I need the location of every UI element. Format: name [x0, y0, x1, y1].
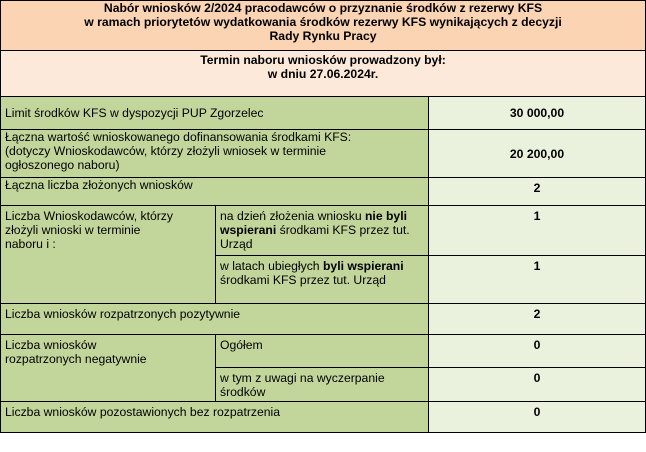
negative-no-funds-value: 0 — [429, 368, 646, 402]
negative-label-line-1: Liczba wniosków — [5, 338, 97, 352]
recruitment-term — [1, 51, 646, 97]
applicants-label-line-1: Liczba Wnioskodawców, którzy — [5, 209, 173, 223]
table-row — [1, 130, 646, 178]
unprocessed-value: 0 — [429, 402, 646, 433]
negative-label — [1, 335, 216, 402]
positive-value: 2 — [429, 304, 646, 335]
total-count-label: Łączna liczba złożonych wniosków — [1, 178, 429, 206]
total-value-label-line-2: (dotyczy Wnioskodawców, którzy złożyli wniosek w terminie — [5, 144, 327, 158]
not-supported-emphasis: nie byli wspierani — [220, 209, 407, 237]
supported-emphasis: byli wspierani — [322, 259, 404, 273]
applicants-label-line-3: naboru i : — [5, 237, 56, 251]
limit-value: 30 000,00 — [429, 97, 646, 130]
negative-total-label: Ogółem — [216, 335, 429, 368]
title-line-1: Nabór wniosków 2/2024 pracodawców o przyznanie środków z rezerwy KFS — [103, 1, 543, 15]
negative-label-line-2: rozpatrzonych negatywnie — [5, 352, 147, 366]
title-line-3: Rady Rynku Pracy — [269, 29, 377, 43]
total-count-value: 2 — [429, 178, 646, 206]
applicants-supported-label: w latach ubiegłych byli wspierani środkami KFS przez tut. Urząd — [216, 256, 429, 304]
applicants-label — [1, 206, 216, 304]
table-row — [1, 402, 646, 433]
table-row — [1, 335, 646, 368]
table-row — [1, 97, 646, 130]
applicants-label-line-2: złożyli wnioski w terminie — [5, 223, 141, 237]
negative-total-value: 0 — [429, 335, 646, 368]
applicants-not-supported-value: 1 — [429, 206, 646, 256]
applicants-not-supported-label: na dzień złożenia wniosku nie byli wspierani środkami KFS przez tut. Urząd — [216, 206, 429, 256]
unprocessed-label: Liczba wniosków pozostawionych bez rozpatrzenia — [1, 402, 429, 433]
term-line-1: Termin naboru wniosków prowadzony był: — [200, 53, 446, 67]
total-value-amount: 20 200,00 — [429, 130, 646, 178]
table-row — [1, 178, 646, 206]
total-value-label-line-3: ogłoszonego naboru) — [5, 158, 120, 172]
table-row — [1, 304, 646, 335]
title-line-2: w ramach priorytetów wydatkowania środków rezerwy KFS wynikających z decyzji — [84, 15, 562, 29]
total-value-label — [1, 130, 429, 178]
negative-no-funds-label: w tym z uwagi na wyczerpanie środków — [216, 368, 429, 402]
positive-label: Liczba wniosków rozpatrzonych pozytywnie — [1, 304, 429, 335]
total-value-label-line-1: Łączna wartość wnioskowanego dofinansowania środkami KFS: — [5, 130, 352, 144]
limit-label: Limit środków KFS w dyspozycji PUP Zgorzelec — [1, 97, 429, 130]
table-row — [1, 206, 646, 256]
applicants-supported-value: 1 — [429, 256, 646, 304]
term-line-2: w dniu 27.06.2024r. — [267, 67, 379, 81]
table-title — [1, 1, 646, 51]
